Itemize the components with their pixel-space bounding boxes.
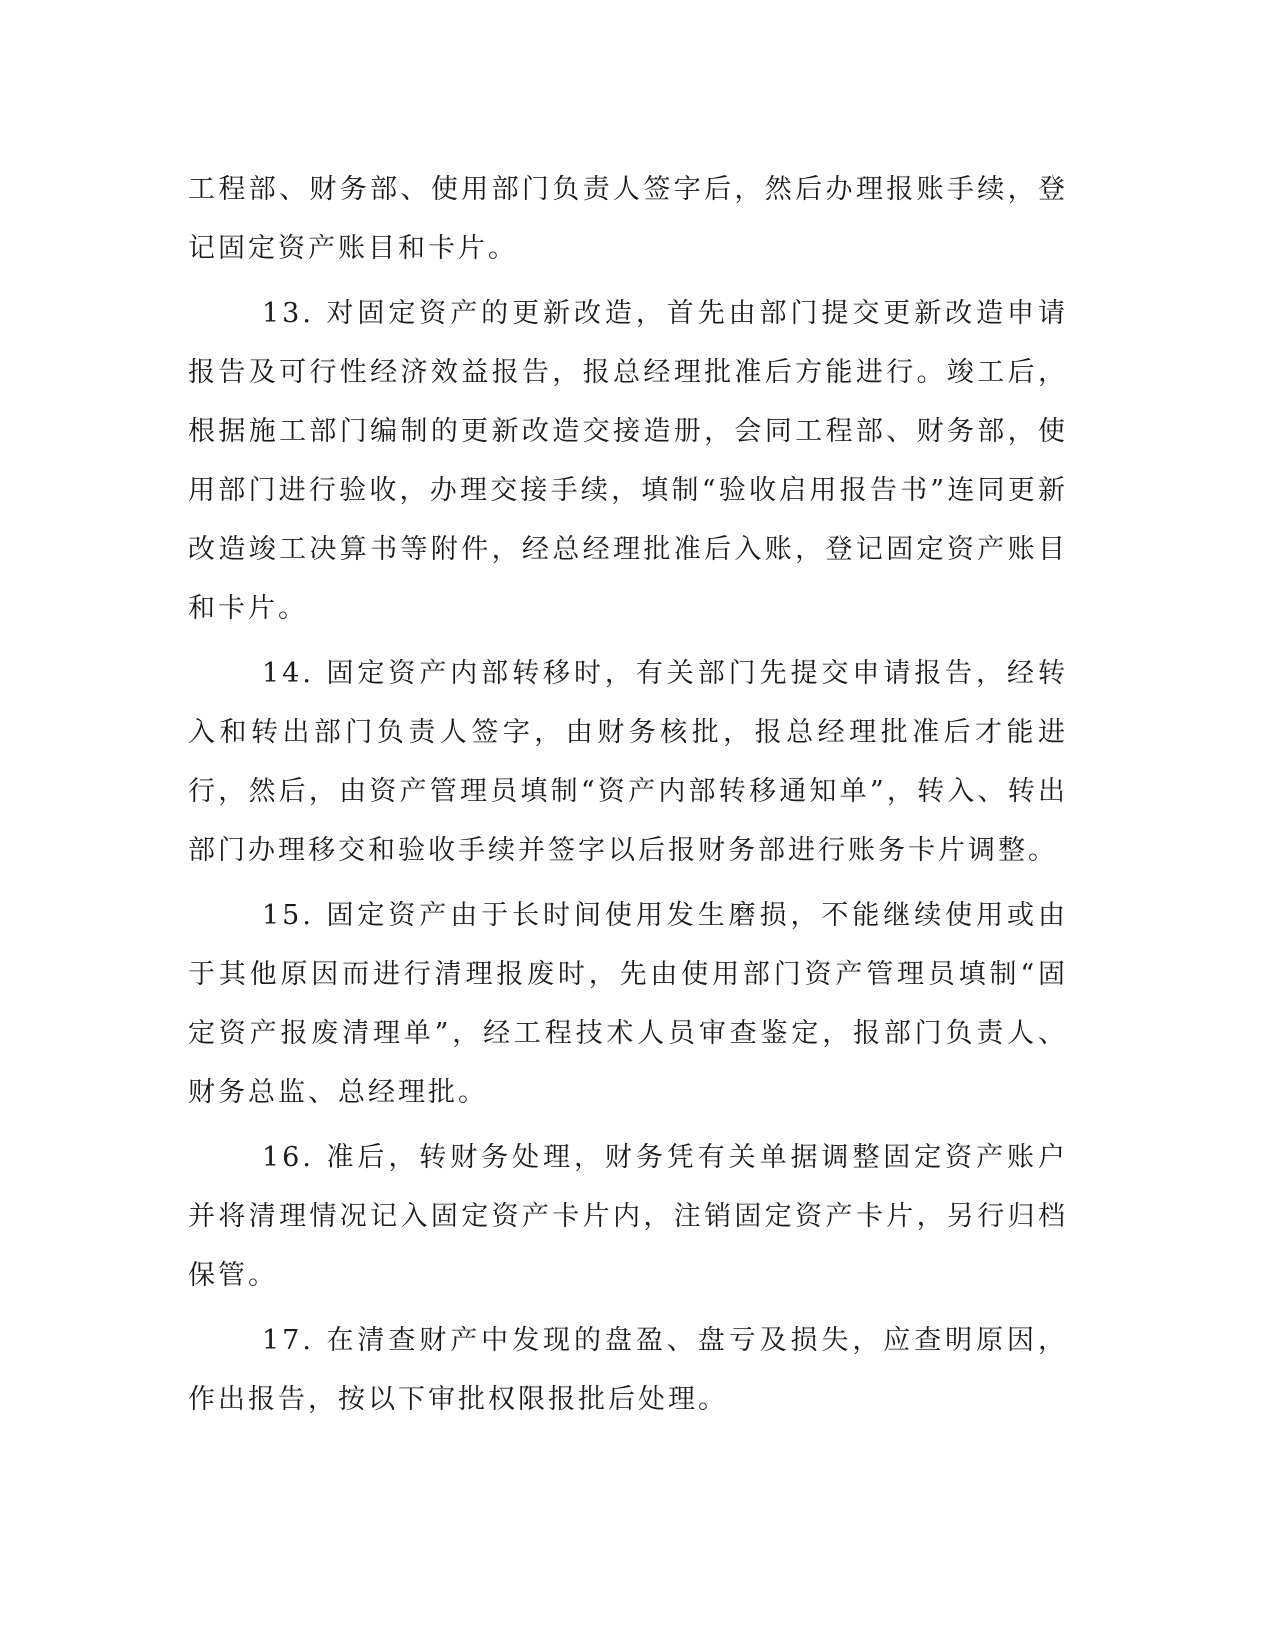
paragraph-item-15: 15. 固定资产由于长时间使用发生磨损，不能继续使用或由于其他原因而进行清理报废时，先由使用部门资产管理员填制“固定资产报废清理单”，经工程技术人员审查鉴定，报部门负责人、财务总监、总经理批。 [188,900,1068,1108]
paragraph-continuation: 工程部、财务部、使用部门负责人签字后，然后办理报账手续，登记固定资产账目和卡片。 [188,174,1068,264]
paragraph-item-17: 17. 在清查财产中发现的盘盈、盘亏及损失，应查明原因，作出报告，按以下审批权限报批后处理。 [188,1325,1068,1415]
document-body [188,160,1068,1429]
paragraph-item-16: 16. 准后，转财务处理，财务凭有关单据调整固定资产账户并将清理情况记入固定资产卡片内，注销固定资产卡片，另行归档保管。 [188,1142,1068,1291]
paragraph-item-14: 14. 固定资产内部转移时，有关部门先提交申请报告，经转入和转出部门负责人签字，由财务核批，报总经理批准后才能进行，然后，由资产管理员填制“资产内部转移通知单”，转入、转出部门办理移交和验收手续并签字以后报财务部进行账务卡片调整。 [188,658,1068,866]
paragraph-item-13: 13. 对固定资产的更新改造，首先由部门提交更新改造申请报告及可行性经济效益报告，报总经理批准后方能进行。竣工后，根据施工部门编制的更新改造交接造册，会同工程部、财务部，使用部门进行验收，办理交接手续，填制“验收启用报告书”连同更新改造竣工决算书等附件，经总经理批准后入账，登记固定资产账目和卡片。 [188,298,1068,624]
